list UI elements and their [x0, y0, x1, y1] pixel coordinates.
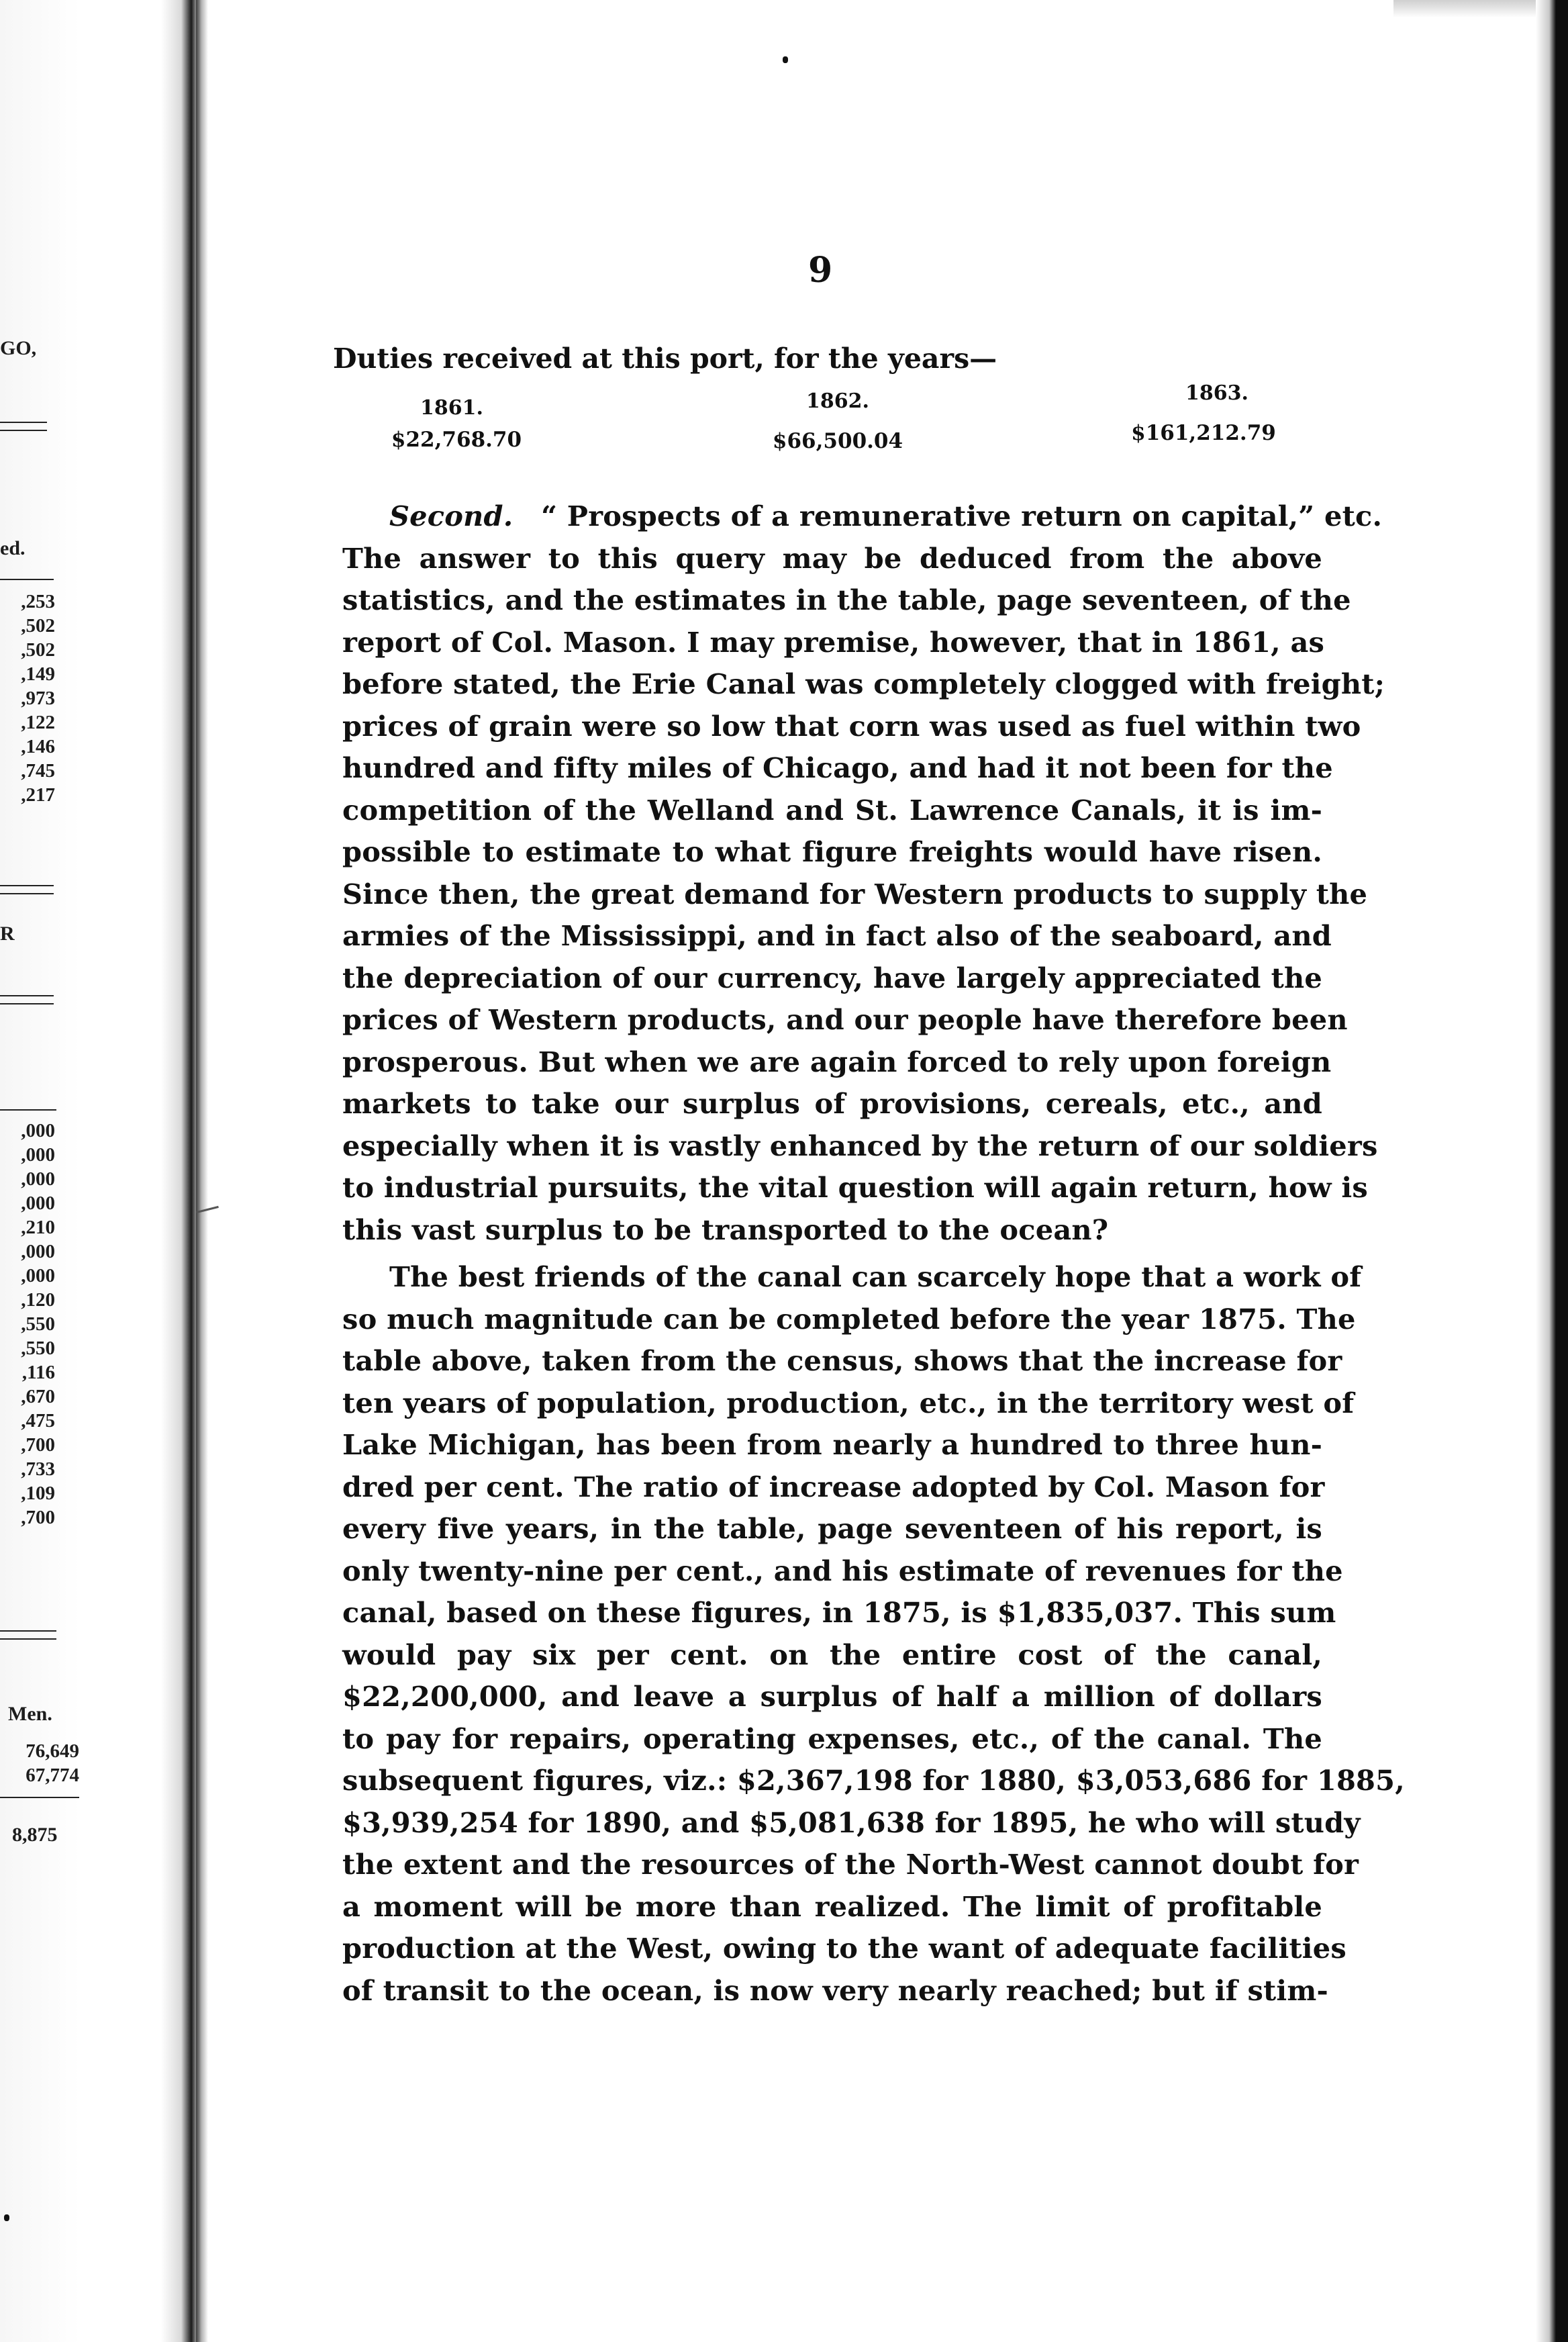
text-line-content: The best friends of the canal can scarcely hope that a work of: [389, 1260, 1362, 1293]
text-line: [342, 1802, 1361, 1844]
prev-page-number: ,120: [21, 1289, 55, 1311]
prev-page-number: 67,774: [26, 1765, 79, 1786]
year-label: 1862.: [806, 389, 869, 413]
text-line: [342, 663, 1385, 706]
text-line-content: armies of the Mississippi, and in fact also of the seaboard, and: [342, 919, 1332, 952]
text-line-content: $22,200,000, and leave a surplus of half a million of dollars: [342, 1680, 1322, 1713]
prev-page-men-total: 8,875: [12, 1824, 58, 1846]
text-line-content: hundred and fifty miles of Chicago, and had it not been for the: [342, 751, 1333, 784]
text-line: [342, 538, 1322, 580]
text-line-content: ten years of population, production, etc., in the territory west of: [342, 1386, 1355, 1419]
prev-page-number: ,149: [21, 663, 55, 685]
text-line-content: prices of grain were so low that corn was used as fuel within two: [342, 709, 1361, 743]
duties-year-1862: [750, 389, 925, 453]
text-line-content: to pay for repairs, operating expenses, etc., of the canal. The: [342, 1722, 1322, 1755]
text-line: [342, 1424, 1322, 1466]
year-label: 1863.: [1185, 381, 1248, 405]
prev-page-number: 76,649: [26, 1740, 79, 1762]
prev-page-label-fragment: ed.: [0, 537, 26, 559]
text-line-content: so much magnitude can be completed before the year 1875. The: [342, 1302, 1356, 1336]
text-line-content: production at the West, owing to the want of adequate facilities: [342, 1932, 1346, 1965]
prev-page-number: ,000: [21, 1265, 55, 1286]
body-text: [342, 496, 1405, 2012]
text-line-content: subsequent figures, viz.: $2,367,198 for 1880, $3,053,686 for 1885,: [342, 1764, 1405, 1797]
prev-page-number: ,502: [21, 639, 55, 661]
text-line: [342, 1592, 1336, 1634]
page-number: 9: [808, 250, 833, 291]
text-line: [342, 874, 1368, 916]
text-line: [342, 1383, 1355, 1425]
text-line-content: table above, taken from the census, shows that the increase for: [342, 1344, 1342, 1377]
text-line-content: of transit to the ocean, is now very nearly reached; but if stim-: [342, 1973, 1328, 2007]
ink-dot: [783, 56, 788, 63]
text-line-content: this vast surplus to be transported to the ocean?: [342, 1213, 1109, 1246]
prev-page-number: ,217: [21, 784, 55, 806]
text-line: [342, 1844, 1359, 1886]
text-line: [342, 1508, 1322, 1550]
text-line: [342, 831, 1322, 874]
prev-page-rule: [0, 422, 47, 423]
text-line-content: possible to estimate to what figure freights would have risen.: [342, 835, 1322, 868]
prev-page-number: ,116: [21, 1362, 55, 1383]
text-line-content: markets to take our surplus of provisions, cereals, etc., and: [342, 1087, 1322, 1120]
prev-page-number: ,550: [21, 1313, 55, 1335]
text-line: [342, 1466, 1325, 1509]
text-line: [342, 790, 1322, 832]
prev-page-header-fragment: GO,: [0, 337, 37, 359]
binding-gutter: [196, 0, 208, 2342]
year-label: 1861.: [420, 396, 483, 420]
text-line-content: only twenty-nine per cent., and his estimate of revenues for the: [342, 1554, 1343, 1587]
text-line-content: especially when it is vastly enhanced by the return of our soldiers: [342, 1129, 1378, 1162]
prev-page-number: ,973: [21, 688, 55, 709]
text-line: [342, 706, 1361, 748]
prev-page-number: ,700: [21, 1507, 55, 1528]
text-line-content: prices of Western products, and our people have therefore been: [342, 1003, 1348, 1036]
text-line: [342, 1125, 1378, 1168]
prev-page-mid-fragment: R: [0, 923, 15, 945]
duties-year-1863: [1106, 381, 1301, 445]
text-line-content: dred per cent. The ratio of increase adopted by Col. Mason for: [342, 1470, 1325, 1503]
text-line-content: would pay six per cent. on the entire cost of the canal,: [342, 1638, 1322, 1671]
text-line: [342, 1760, 1405, 1802]
text-line: [342, 1167, 1368, 1209]
text-line: [342, 579, 1351, 622]
text-line-content: Since then, the great demand for Western products to supply the: [342, 877, 1368, 910]
prev-page-number: ,000: [21, 1144, 55, 1166]
text-line-content: prosperous. But when we are again forced to rely upon foreign: [342, 1045, 1332, 1078]
prev-page-number: ,550: [21, 1338, 55, 1359]
prev-page-rule: [0, 1109, 56, 1111]
page-edge-right: [1536, 0, 1568, 2342]
prev-page-number: ,475: [21, 1410, 55, 1432]
prev-page-number: ,109: [21, 1483, 55, 1504]
text-line-content: Lake Michigan, has been from nearly a hundred to three hun-: [342, 1428, 1322, 1461]
prev-page-rule: [0, 1630, 56, 1632]
text-line: [342, 1886, 1322, 1928]
text-line-content: competition of the Welland and St. Lawrence Canals, it is im-: [342, 793, 1322, 827]
paragraph-canal-completion: [342, 1256, 1405, 2012]
text-line: [342, 1209, 1322, 1252]
text-line: [342, 999, 1348, 1041]
paragraph-prospects: [342, 496, 1385, 1251]
duties-heading: Duties received at this port, for the years—: [333, 342, 997, 375]
prev-page-number: ,745: [21, 760, 55, 782]
text-line-content: statistics, and the estimates in the table, page seventeen, of the: [342, 583, 1351, 616]
prev-page-rule: [0, 995, 54, 996]
text-line-content: the extent and the resources of the North-West cannot doubt for: [342, 1848, 1359, 1881]
text-line: [342, 1041, 1332, 1084]
text-line: [342, 1634, 1322, 1677]
prev-page-rule: [0, 1003, 54, 1004]
text-line-content: canal, based on these figures, in 1875, is $1,835,037. This sum: [342, 1596, 1336, 1629]
text-line-content: the depreciation of our currency, have largely appreciated the: [342, 961, 1322, 994]
text-line-content: $3,939,254 for 1890, and $5,081,638 for 1895, he who will study: [342, 1806, 1361, 1839]
prev-page-number: ,733: [21, 1458, 55, 1480]
prev-page-number: ,000: [21, 1192, 55, 1214]
prev-page-number: ,502: [21, 615, 55, 637]
prev-page-men-label: Men.: [8, 1703, 52, 1725]
text-line: [342, 1299, 1356, 1341]
prev-page-number: ,253: [21, 591, 55, 612]
prev-page-number: ,700: [21, 1434, 55, 1456]
text-line: [342, 1676, 1322, 1718]
text-line-content: before stated, the Erie Canal was completely clogged with freight;: [342, 667, 1385, 700]
prev-page-rule: [0, 885, 54, 886]
text-line: [342, 915, 1332, 957]
text-line: [342, 1718, 1322, 1761]
prev-page-number-column: [0, 1119, 55, 1530]
text-line: [342, 1550, 1343, 1593]
text-line-content: every five years, in the table, page seventeen of his report, is: [342, 1512, 1322, 1545]
prev-page-number-column: [0, 590, 55, 807]
text-line-content: report of Col. Mason. I may premise, however, that in 1861, as: [342, 625, 1325, 659]
text-line: [342, 496, 1383, 538]
text-line: [342, 1340, 1342, 1383]
text-line: [342, 747, 1333, 790]
year-amount: $161,212.79: [1131, 421, 1276, 445]
prev-page-rule: [0, 1638, 56, 1640]
prev-page-number: ,000: [21, 1168, 55, 1190]
text-line: [342, 957, 1322, 1000]
prev-page-number: ,000: [21, 1120, 55, 1141]
year-amount: $22,768.70: [391, 428, 522, 452]
prev-page-rule: [0, 579, 54, 580]
text-line-content: The answer to this query may be deduced from the above: [342, 541, 1322, 575]
prev-page-number: ,146: [21, 736, 55, 757]
prev-page-number: ,670: [21, 1386, 55, 1407]
prev-page-men-numbers: [0, 1739, 79, 1787]
text-line-content: a moment will be more than realized. The limit of profitable: [342, 1889, 1322, 1923]
text-line: [342, 622, 1325, 664]
prev-page-number: ,000: [21, 1241, 55, 1262]
ink-dot: [4, 2214, 9, 2221]
text-line: [342, 1928, 1346, 1970]
text-line: [342, 1083, 1322, 1125]
text-line: [342, 1970, 1328, 2012]
prev-page-number: ,122: [21, 712, 55, 733]
prev-page-rule: [0, 1797, 79, 1798]
paragraph-lead-word: Second.: [389, 500, 513, 532]
text-line: [342, 1256, 1362, 1299]
text-line-content: to industrial pursuits, the vital question will again return, how is: [342, 1171, 1368, 1204]
prev-page-number: ,210: [21, 1217, 55, 1238]
prev-page-rule: [0, 893, 54, 894]
duties-year-1861: [376, 396, 537, 452]
text-line-content: “ Prospects of a remunerative return on capital,” etc.: [541, 500, 1383, 532]
prev-page-rule: [0, 430, 47, 431]
year-amount: $66,500.04: [772, 429, 903, 453]
